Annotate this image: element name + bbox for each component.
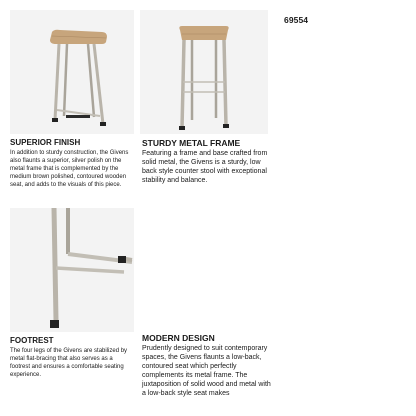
footrest-closeup-photo (10, 208, 134, 332)
section-heading: SUPERIOR FINISH (10, 138, 81, 147)
section-text: Prudently designed to suit contemporary spaces, the Givens flaunts a low-back, contoured seat which perfectly complements its metal frame. The juxtaposition of solid wood and metal with a low-back style seat makes (142, 345, 271, 397)
section-modern-design (142, 333, 274, 398)
section-text: The four legs of the Givens are stabilized by metal flat-bracing that also serves as a footrest and ensures a comfortable seating experience. (10, 348, 128, 378)
section-sturdy-metal-frame (142, 138, 270, 185)
stool-side-view-illustration (10, 10, 134, 134)
section-heading: FOOTREST (10, 336, 54, 345)
section-footrest (10, 336, 134, 379)
stool-side-view-photo (10, 10, 134, 134)
section-superior-finish (10, 138, 134, 189)
section-heading: STURDY METAL FRAME (142, 138, 241, 148)
footrest-closeup-illustration (10, 208, 134, 332)
section-text: Featuring a frame and base crafted from solid metal, the Givens is a sturdy, low back style counter stool with exceptional stability and balance. (142, 150, 268, 184)
stool-front-view-illustration (140, 10, 268, 134)
product-code: 69554 (284, 15, 309, 25)
section-heading: MODERN DESIGN (142, 333, 215, 343)
stool-front-view-photo (140, 10, 268, 134)
section-text: In addition to sturdy construction, the Givens also flaunts a superior, silver polish on the metal frame that is complemented by the medium brown polished, contoured wooden seat, and adds to the visuals of this piece. (10, 150, 129, 188)
